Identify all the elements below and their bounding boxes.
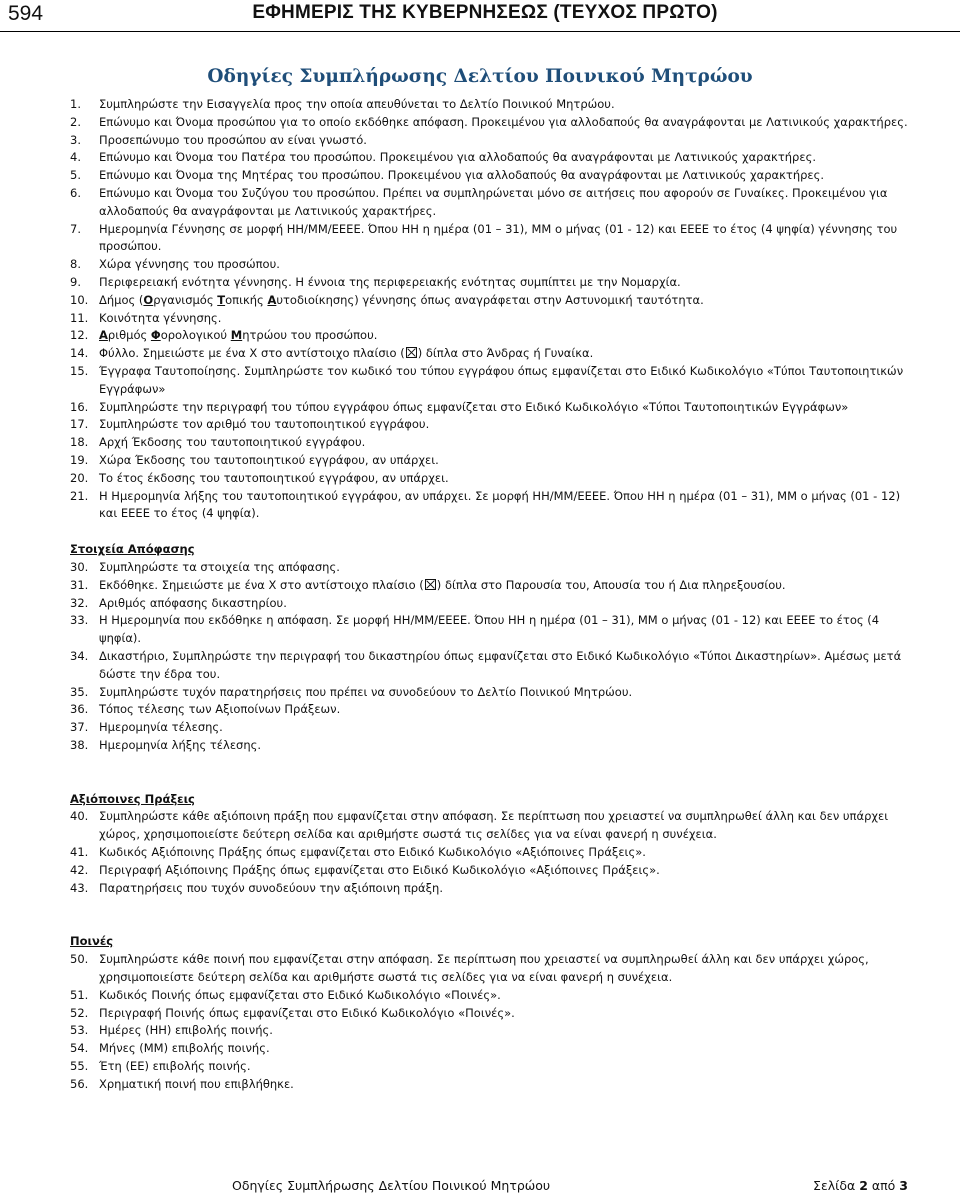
instructions-list-acts [70,808,920,897]
item-number: 18. [70,435,89,450]
item-number: 20. [70,470,89,485]
list-item [70,452,920,470]
instructions-body [70,96,920,1094]
item-text: Συμπληρώστε την Εισαγγελία προς την οποία απευθύνεται το Δελτίο Ποινικού Μητρώου. [99,97,615,111]
item-text: Αρχή Έκδοσης του ταυτοποιητικού εγγράφου. [99,435,366,450]
footer-title: Οδηγίες Συμπλήρωσης Δελτίου Ποινικού Μητρώου [232,1178,551,1193]
list-item [70,256,920,274]
item-text: Τόπος τέλεσης των Αξιοποίνων Πράξεων. [99,702,341,717]
item-number: 7. [70,221,81,236]
item-number: 6. [70,185,81,200]
item-text: Έτη (ΕΕ) επιβολής ποινής. [99,1059,251,1074]
section-heading-acts: Αξιόποινες Πράξεις [70,791,195,806]
list-item [70,808,920,844]
item-text: Περιφερειακή ενότητα γέννησης. Η έννοια της περιφερειακής ενότητας συμπίπτει με την Νομαρχία. [99,274,681,289]
item-text: Κωδικός Αξιόποινης Πράξης όπως εμφανίζεται στο Ειδικό Κωδικολόγιο «Αξιόποινες Πράξεις». [99,845,646,860]
item-number: 11. [70,310,89,325]
item-text: Εκδόθηκε. Σημειώστε με ένα Χ στο αντίστοιχο πλαίσιο ( ) δίπλα στο Παρουσία του, Απουσία του ή Δια πληρεξουσίου. [99,577,786,592]
list-item [70,612,920,648]
item-number: 52. [70,1005,89,1020]
list-item [70,399,920,417]
item-text: Έγγραφα Ταυτοποίησης. Συμπληρώστε τον κωδικό του τύπου εγγράφου όπως εμφανίζεται στο Ειδικό Κωδικολόγιο «Τύποι Ταυτοποιητικών Εγγράφων» [99,363,904,396]
item-text: Η Ημερομηνία λήξης του ταυτοποιητικού εγγράφου, αν υπάρχει. Σε μορφή ΗΗ/ΜΜ/ΕΕΕΕ. Όπου ΗΗ η ημέρα (01 – 31), ΜΜ ο μήνας (01 - 12) και ΕΕΕΕ το έτος (4 ψηφία). [99,488,901,521]
list-item [70,577,920,595]
item-text: Περιγραφή Ποινής όπως εμφανίζεται στο Ειδικό Κωδικολόγιο «Ποινές». [99,1005,515,1020]
item-number: 35. [70,684,89,699]
item-text: Χώρα γέννησης του προσώπου. [99,257,280,272]
item-text: Ημερομηνία τέλεσης. [99,720,223,735]
item-number: 37. [70,720,89,735]
item-text: Επώνυμο και Όνομα του Πατέρα του προσώπου. Προκειμένου για αλλοδαπούς θα αναγράφονται με Λατινικούς χαρακτήρες. [99,150,816,165]
list-item [70,648,920,684]
item-text: Δικαστήριο, Συμπληρώστε την περιγραφή του δικαστηρίου όπως εμφανίζεται στο Ειδικό Κωδικολόγιο «Τύποι Δικαστηρίων». Αμέσως μετά δώστε την έδρα του. [99,648,902,681]
list-item [70,951,920,987]
item-number: 19. [70,452,89,467]
list-item [70,987,920,1005]
item-text: Το έτος έκδοσης του ταυτοποιητικού εγγράφου, αν υπάρχει. [99,470,449,485]
item-number: 41. [70,845,89,860]
item-text: Αριθμός Φορολογικού Μητρώου του προσώπου. [99,328,378,343]
list-item [70,434,920,452]
list-item [70,1022,920,1040]
item-number: 53. [70,1023,89,1038]
item-number: 50. [70,952,89,967]
list-item [70,684,920,702]
list-item [70,274,920,292]
item-text: Μήνες (ΜΜ) επιβολής ποινής. [99,1041,270,1056]
list-item [70,701,920,719]
list-item [70,844,920,862]
item-number: 3. [70,132,81,147]
item-text: Επώνυμο και Όνομα του Συζύγου του προσώπου. Πρέπει να συμπληρώνεται μόνο σε αιτήσεις που αφορούν σε Γυναίκες. Προκειμένου για αλλοδαπούς θα αναγράφονται με Λατινικούς χαρακτήρες. [99,185,888,218]
list-item [70,132,920,150]
item-number: 12. [70,328,89,343]
list-item [70,345,920,363]
item-text: Αριθμός απόφασης δικαστηρίου. [99,595,287,610]
item-number: 40. [70,809,89,824]
item-number: 32. [70,595,89,610]
list-item [70,310,920,328]
item-text: Φύλλο. Σημειώστε με ένα Χ στο αντίστοιχο πλαίσιο ( ) δίπλα στο Άνδρας ή Γυναίκα. [99,346,594,361]
list-item [70,149,920,167]
item-text: Χρηματική ποινή που επιβλήθηκε. [99,1076,294,1091]
list-item [70,221,920,257]
instructions-list-documents [70,363,920,523]
item-text: Κοινότητα γέννησης. [99,310,222,325]
list-item [70,292,920,310]
checked-box-icon [406,347,417,358]
item-text: Περιγραφή Αξιόποινης Πράξης όπως εμφανίζεται στο Ειδικό Κωδικολόγιο «Αξιόποινες Πράξεις». [99,862,660,877]
list-item [70,363,920,399]
item-text: Συμπληρώστε τον αριθμό του ταυτοποιητικού εγγράφου. [99,417,430,432]
list-item [70,185,920,221]
list-item [70,1076,920,1094]
section-heading-decision: Στοιχεία Απόφασης [70,542,195,557]
item-number: 4. [70,150,81,165]
list-item [70,327,920,345]
item-number: 16. [70,399,89,414]
item-number: 1. [70,97,81,111]
item-text: Συμπληρώστε τα στοιχεία της απόφασης. [99,559,340,574]
item-text: Συμπληρώστε την περιγραφή του τύπου εγγράφου όπως εμφανίζεται στο Ειδικό Κωδικολόγιο «Τύποι Ταυτοποιητικών Εγγράφων» [99,399,849,414]
item-number: 56. [70,1076,89,1091]
list-item [70,559,920,577]
item-number: 54. [70,1041,89,1056]
item-text: Συμπληρώστε κάθε αξιόποινη πράξη που εμφανίζεται στην απόφαση. Σε περίπτωση που χρειαστεί να συμπληρωθεί άλλη και δεν υπάρχει χώρος, χρησιμοποιείστε δεύτερη σελίδα και αριθμήστε σωστά τις σελίδες για να είναι φανερή η συνέχεια. [99,809,889,842]
item-number: 30. [70,559,89,574]
list-item [70,114,920,132]
item-text: Επώνυμο και Όνομα της Μητέρας του προσώπου. Προκειμένου για αλλοδαπούς θα αναγράφονται με Λατινικούς χαρακτήρες. [99,168,825,183]
instructions-list-decision [70,595,920,755]
list-item [70,470,920,488]
page-number: 594 [8,2,44,25]
footer-page-indicator: Σελίδα 2 από 3 [813,1178,908,1193]
list-item [70,416,920,434]
item-number: 51. [70,987,89,1002]
item-number: 38. [70,737,89,752]
list-item [70,862,920,880]
document-title: Οδηγίες Συμπλήρωσης Δελτίου Ποινικού Μητρώου [207,66,753,87]
item-number: 15. [70,363,89,378]
item-number: 42. [70,862,89,877]
section-heading-penalties: Ποινές [70,934,114,949]
item-number: 36. [70,702,89,717]
list-item [70,1005,920,1023]
item-number: 2. [70,114,81,129]
list-item [70,737,920,755]
item-number: 31. [70,577,89,592]
item-text: Προσεπώνυμο του προσώπου αν είναι γνωστό. [99,132,367,147]
item-number: 14. [70,346,89,361]
item-number: 34. [70,648,89,663]
item-number: 17. [70,417,89,432]
item-number: 10. [70,292,89,307]
item-text: Συμπληρώστε τυχόν παρατηρήσεις που πρέπει να συνοδεύουν το Δελτίο Ποινικού Μητρώου. [99,684,633,699]
item-text: Ημερομηνία λήξης τέλεσης. [99,737,262,752]
item-number: 5. [70,168,81,183]
instructions-list-penalties [70,951,920,1093]
item-text: Παρατηρήσεις που τυχόν συνοδεύουν την αξιόποινη πράξη. [99,880,443,895]
list-item [70,719,920,737]
item-text: Ημερομηνία Γέννησης σε μορφή ΗΗ/ΜΜ/ΕΕΕΕ. Όπου ΗΗ η ημέρα (01 – 31), ΜΜ ο μήνας (01 - 12) και ΕΕΕΕ το έτος (4 ψηφία) γέννησης του προσώπου. [99,221,898,254]
item-number: 55. [70,1059,89,1074]
item-text: Συμπληρώστε κάθε ποινή που εμφανίζεται στην απόφαση. Σε περίπτωση που χρειαστεί να συμπληρωθεί άλλη και δεν υπάρχει χώρος, χρησιμοποιείστε δεύτερη σελίδα και αριθμήστε σωστά τις σελίδες για να είναι φανερή η συνέχεια. [99,952,869,985]
list-item [70,595,920,613]
instructions-list-personal [70,96,920,292]
item-text: Ημέρες (ΗΗ) επιβολής ποινής. [99,1023,273,1038]
item-number: 33. [70,613,89,628]
item-number: 21. [70,488,89,503]
list-item [70,167,920,185]
gazette-title: ΕΦΗΜΕΡΙΣ ΤΗΣ ΚΥΒΕΡΝΗΣΕΩΣ (ΤΕΥΧΟΣ ΠΡΩΤΟ) [252,2,718,23]
item-text: Επώνυμο και Όνομα προσώπου για το οποίο εκδόθηκε απόφαση. Προκειμένου για αλλοδαπούς θα αναγράφονται με Λατινικούς χαρακτήρες. [99,114,908,129]
item-text: Κωδικός Ποινής όπως εμφανίζεται στο Ειδικό Κωδικολόγιο «Ποινές». [99,987,501,1002]
item-number: 8. [70,257,81,272]
checked-box-icon [425,579,436,590]
list-item [70,488,920,524]
item-text: Η Ημερομηνία που εκδόθηκε η απόφαση. Σε μορφή ΗΗ/ΜΜ/ΕΕΕΕ. Όπου ΗΗ η ημέρα (01 – 31), ΜΜ ο μήνας (01 - 12) και ΕΕΕΕ το έτος (4 ψηφία). [99,613,880,646]
gazette-header [0,0,960,32]
item-number: 9. [70,274,81,289]
list-item [70,96,920,114]
item-number: 43. [70,880,89,895]
item-text: Δήμος (Οργανισμός Τοπικής Αυτοδιοίκησης) γέννησης όπως αναγράφεται στην Αστυνομική ταυτότητα. [99,292,704,307]
list-item [70,1040,920,1058]
list-item [70,1058,920,1076]
item-text: Χώρα Έκδοσης του ταυτοποιητικού εγγράφου, αν υπάρχει. [99,452,439,467]
list-item [70,880,920,898]
